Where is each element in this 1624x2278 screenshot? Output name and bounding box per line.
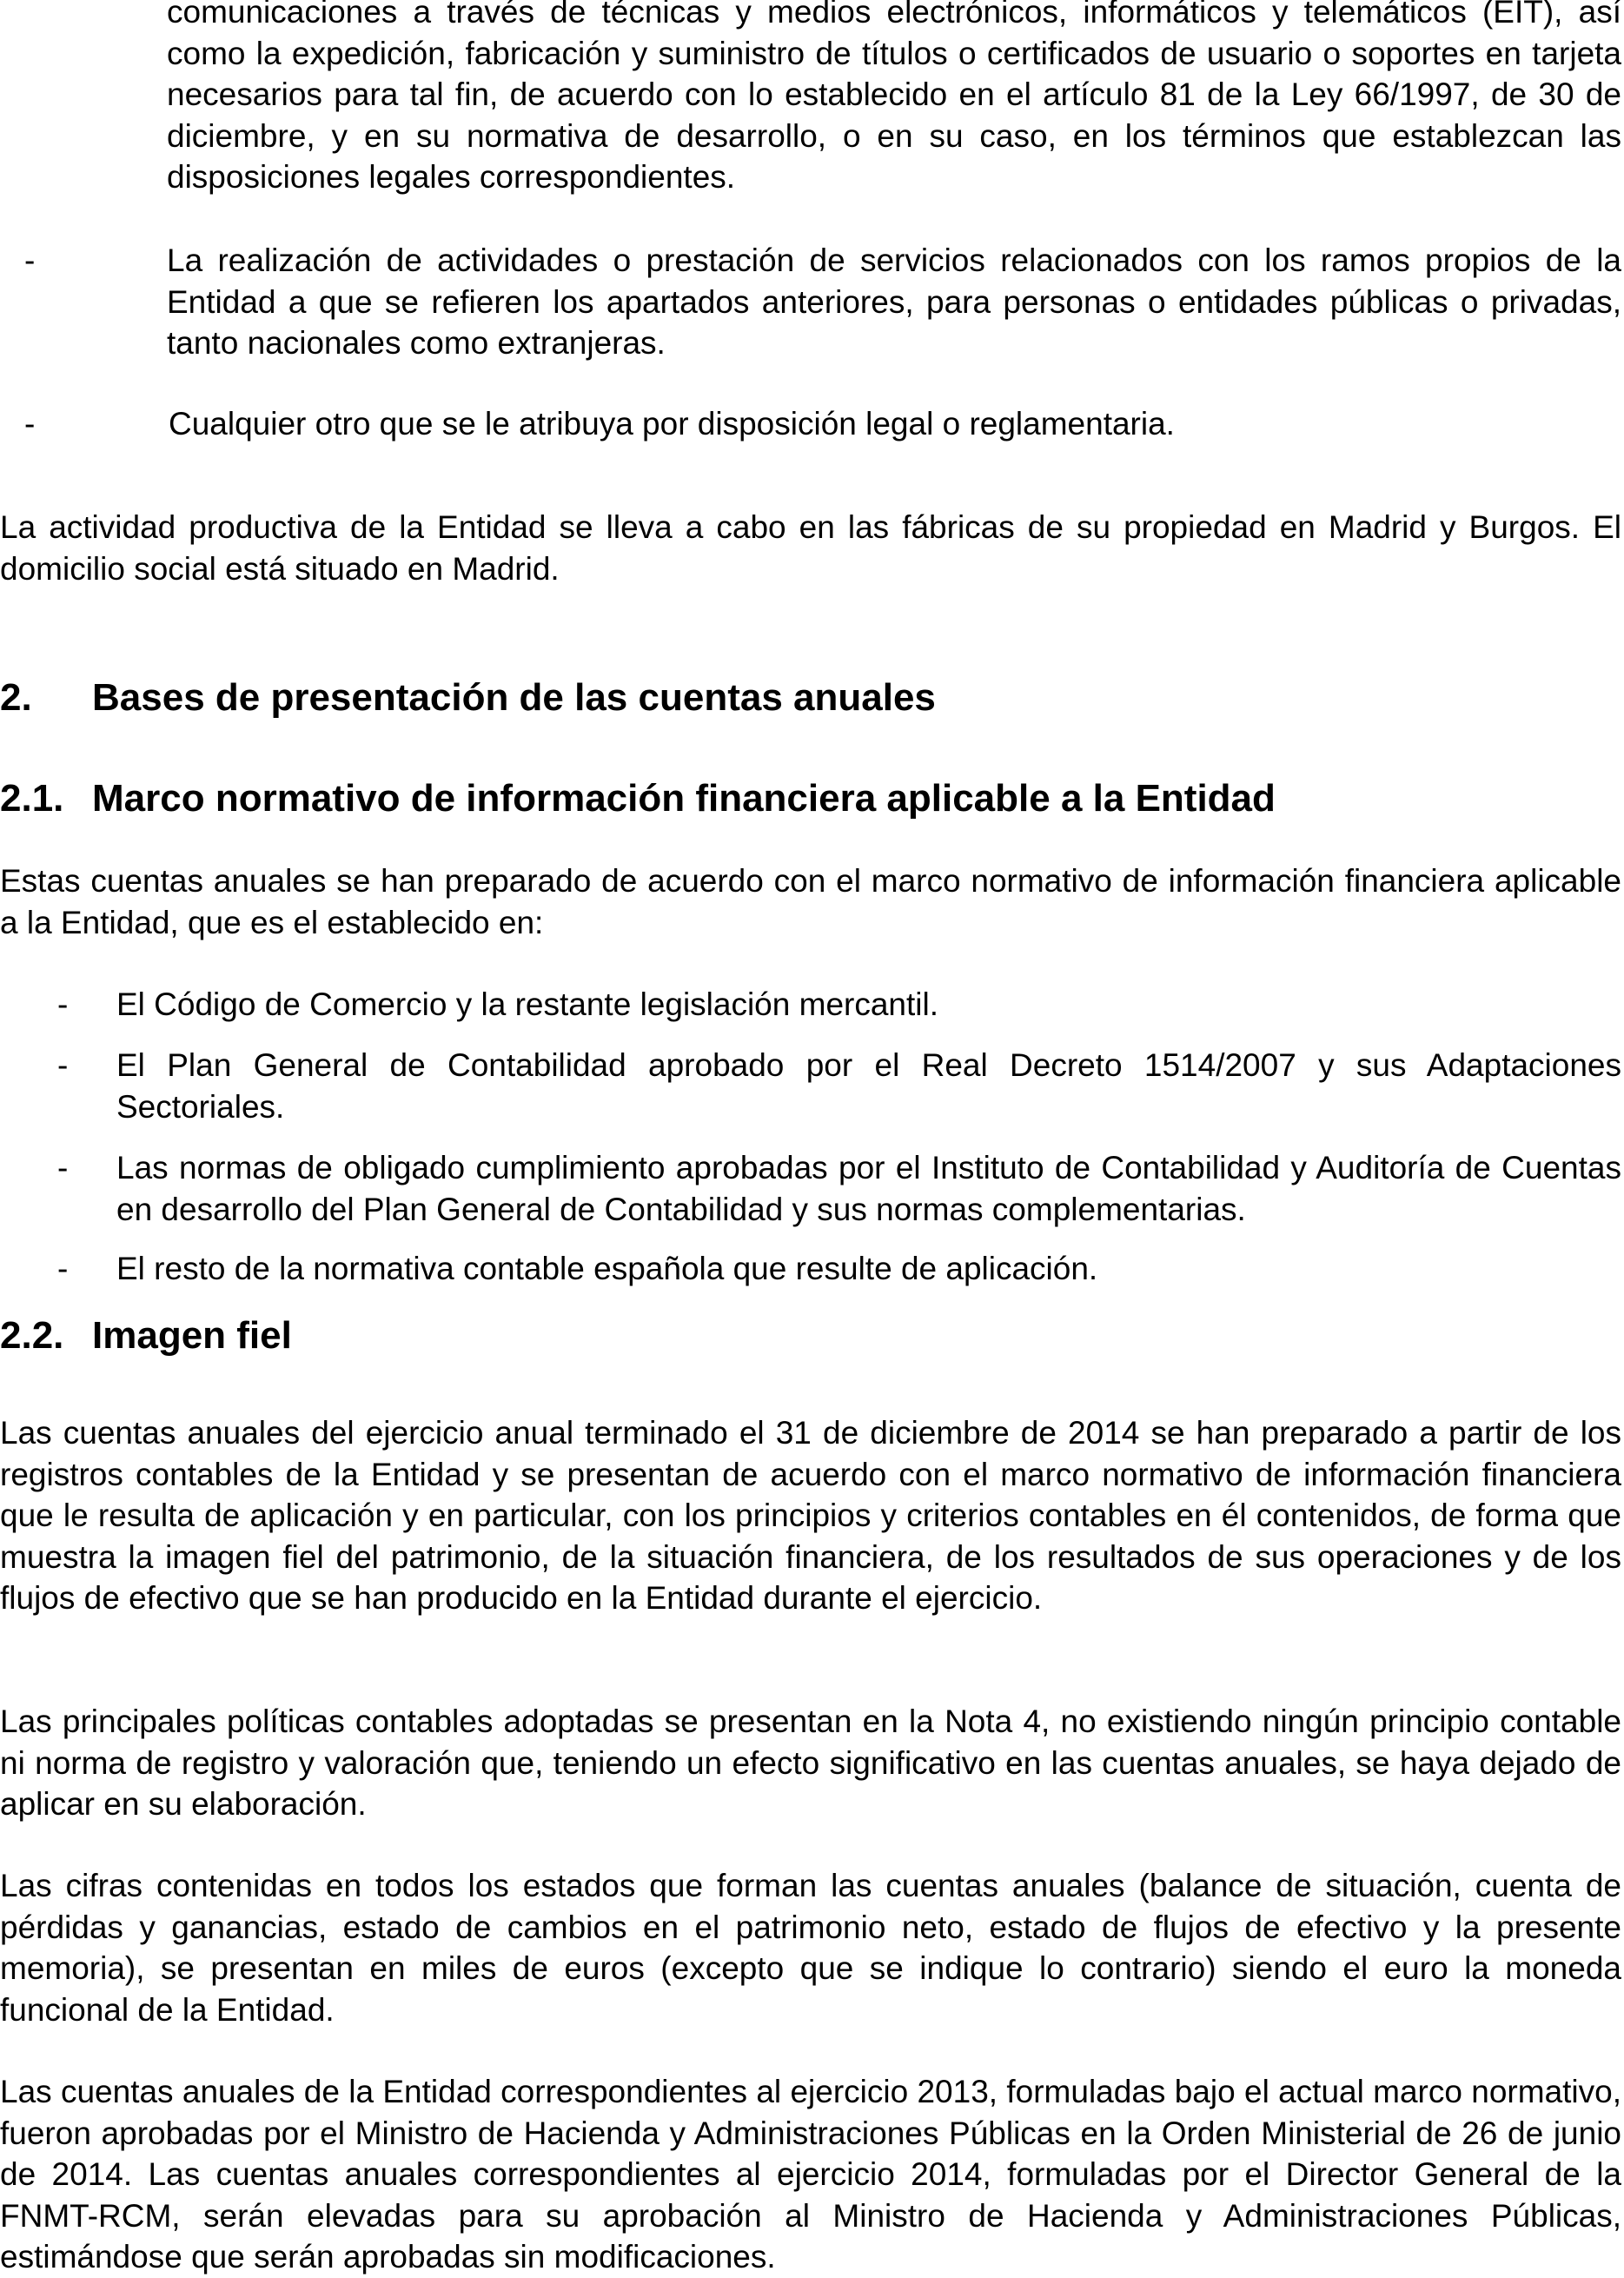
list-item: El Código de Comercio y la restante legislación mercantil. — [116, 986, 938, 1022]
section-2-2-heading — [0, 1313, 1621, 1358]
section-2-1-intro-paragraph: Estas cuentas anuales se han preparado de acuerdo con el marco normativo de información financiera aplicable a la Entidad, que es el establecido en: — [0, 863, 1621, 940]
section-number: 2. — [0, 676, 32, 719]
list-item-dash: - — [57, 1251, 69, 1286]
approval-paragraph: Las cuentas anuales de la Entidad correspondientes al ejercicio 2013, formuladas bajo el actual marco normativo, fueron aprobadas por el Ministro de Hacienda y Administraciones Públicas en la Orden Ministerial de 26 de junio de 2014. Las cuentas anuales correspondientes al ejercicio 2014, formuladas por el Director General de la FNMT-RCM, serán elevadas para su aprobación al Ministro de Hacienda y Administraciones Públicas, estimándose que serán aprobadas sin modificaciones. — [0, 2074, 1621, 2275]
section-title: Bases de presentación de las cuentas anuales — [92, 676, 936, 719]
activity-item-dash: - — [24, 242, 36, 278]
true-image-paragraph: Las cuentas anuales del ejercicio anual terminado el 31 de diciembre de 2014 se han preparado a partir de los registros contables de la Entidad y se presentan de acuerdo con el marco normativo de información financiera que le resulta de aplicación y en particular, con los principios y criterios contables en él contenidos, de forma que muestra la imagen fiel del patrimonio, de la situación financiera, de los resultados de sus operaciones y de los flujos de efectivo que se han producido en la Entidad durante el ejercicio. — [0, 1415, 1621, 1616]
list-item-dash: - — [57, 1150, 69, 1185]
intro-continuation-paragraph: comunicaciones a través de técnicas y medios electrónicos, informáticos y telemáticos (EIT), así como la expedición, fabricación y suministro de títulos o certificados de usuario o soportes en tarjeta necesarios para tal fin, de acuerdo con lo establecido en el artículo 81 de la Ley 66/1997, de 30 de diciembre, y en su normativa de desarrollo, o en su caso, en los términos que establezcan las disposiciones legales correspondientes. — [167, 0, 1621, 195]
section-2-heading — [0, 675, 1621, 721]
accounting-policies-paragraph: Las principales políticas contables adoptadas se presentan en la Nota 4, no existiendo ningún principio contable ni norma de registro y valoración que, teniendo un efecto significativo en las cuentas anuales, se haya dejado de aplicar en su elaboración. — [0, 1704, 1621, 1822]
activity-item-text: La realización de actividades o prestación de servicios relacionados con los ramos propios de la Entidad a que se refieren los apartados anteriores, para personas o entidades públicas o privadas, tanto nacionales como extranjeras. — [167, 242, 1621, 361]
list-item: El resto de la normativa contable española que resulte de aplicación. — [116, 1251, 1098, 1286]
section-title: Marco normativo de información financiera aplicable a la Entidad — [92, 777, 1276, 820]
activity-item-dash: - — [24, 406, 36, 442]
list-item-dash: - — [57, 1047, 69, 1083]
section-number: 2.1. — [0, 777, 64, 820]
list-item: Las normas de obligado cumplimiento aprobadas por el Instituto de Contabilidad y Auditoría de Cuentas en desarrollo del Plan General de Contabilidad y sus normas complementarias. — [116, 1150, 1621, 1227]
section-number: 2.2. — [0, 1314, 64, 1357]
activity-paragraph: La actividad productiva de la Entidad se lleva a cabo en las fábricas de su propiedad en Madrid y Burgos. El domicilio social está situado en Madrid. — [0, 509, 1621, 587]
activity-item-text: Cualquier otro que se le atribuya por disposición legal o reglamentaria. — [169, 406, 1175, 442]
currency-paragraph: Las cifras contenidas en todos los estados que forman las cuentas anuales (balance de situación, cuenta de pérdidas y ganancias, estado de cambios en el patrimonio neto, estado de flujos de efectivo y la presente memoria), se presentan en miles de euros (excepto que se indique lo contrario) siendo el euro la moneda funcional de la Entidad. — [0, 1868, 1621, 2028]
list-item: El Plan General de Contabilidad aprobado por el Real Decreto 1514/2007 y sus Adaptaciones Sectoriales. — [116, 1047, 1621, 1125]
section-2-1-heading — [0, 776, 1621, 821]
section-title: Imagen fiel — [92, 1314, 292, 1357]
list-item-dash: - — [57, 986, 69, 1022]
